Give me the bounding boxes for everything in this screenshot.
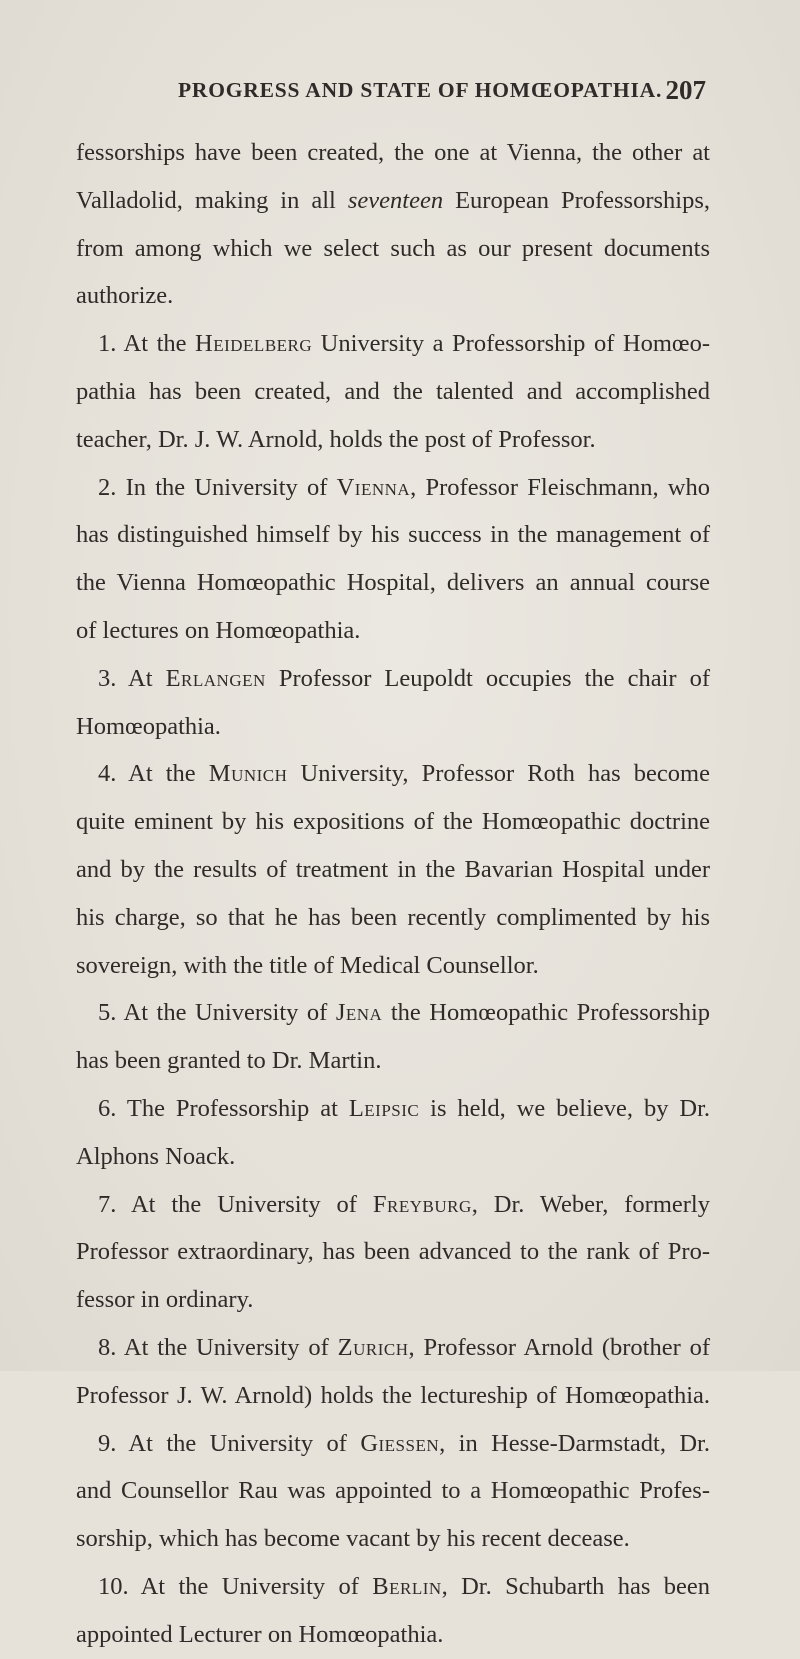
list-item-9: 9. At the University of Giessen, in Hesse-Darmstadt, Dr. (98, 1429, 710, 1457)
page-number: 207 (665, 75, 706, 105)
text-line: Alphons Noack. (76, 1142, 236, 1170)
text-line: of lectures on Homœopathia. (76, 616, 361, 644)
list-item-3: 3. At Erlangen Professor Leupoldt occupies the chair of (98, 664, 710, 692)
text-line: quite eminent by his expositions of the Homœopathic doctrine (76, 808, 710, 836)
text-line: and by the results of treatment in the Bavarian Hospital under (76, 855, 710, 883)
text-line: has distinguished himself by his success in the management of (76, 521, 710, 549)
list-item-4: 4. At the Munich University, Professor Roth has become (98, 760, 710, 788)
text-line: Homœopathia. (76, 712, 221, 740)
text-line: fessor in ordinary. (76, 1286, 254, 1314)
body-text (76, 129, 710, 1659)
list-item-5: 5. At the University of Jena the Homœopathic Professorship (98, 999, 711, 1027)
text-line: teacher, Dr. J. W. Arnold, holds the post of Professor. (76, 425, 596, 453)
text-line: and Counsellor Rau was appointed to a Homœopathic Profes- (76, 1477, 710, 1505)
list-item-10: 10. At the University of Berlin, Dr. Schubarth has been (98, 1572, 710, 1600)
text-line: fessorships have been created, the one at Vienna, the other at (76, 139, 710, 166)
text-line: has been granted to Dr. Martin. (76, 1047, 382, 1075)
list-item-1: 1. At the Heidelberg University a Professorship of Homœo- (98, 330, 710, 358)
text-line: pathia has been created, and the talented and accomplished (76, 377, 710, 405)
text-line: authorize. (76, 282, 174, 310)
running-head (178, 75, 706, 112)
text-line: appointed Lecturer on Homœopathia. (76, 1620, 444, 1648)
text-line: his charge, so that he has been recently complimented by his (76, 903, 710, 931)
list-item-7: 7. At the University of Freyburg, Dr. Weber, formerly (98, 1190, 710, 1218)
list-item-2: 2. In the University of Vienna, Professor Fleischmann, who (98, 473, 710, 501)
text-line: Professor extraordinary, has been advanced to the rank of Pro- (76, 1238, 710, 1266)
text-line: sorship, which has become vacant by his recent decease. (76, 1525, 630, 1553)
text-line: the Vienna Homœopathic Hospital, delivers an annual course (76, 569, 710, 597)
text-line: sovereign, with the title of Medical Counsellor. (76, 951, 539, 979)
text-line: Professor J. W. Arnold) holds the lectureship of Homœopathia. (76, 1381, 710, 1409)
list-item-8: 8. At the University of Zurich, Professor Arnold (brother of (98, 1333, 711, 1361)
list-item-6: 6. The Professorship at Leipsic is held, we believe, by Dr. (98, 1094, 711, 1122)
text-line: from among which we select such as our present documents (76, 234, 710, 262)
running-title: PROGRESS AND STATE OF HOMŒOPATHIA. (178, 78, 663, 102)
text-line: Valladolid, making in all seventeen European Professorships, (76, 186, 710, 214)
